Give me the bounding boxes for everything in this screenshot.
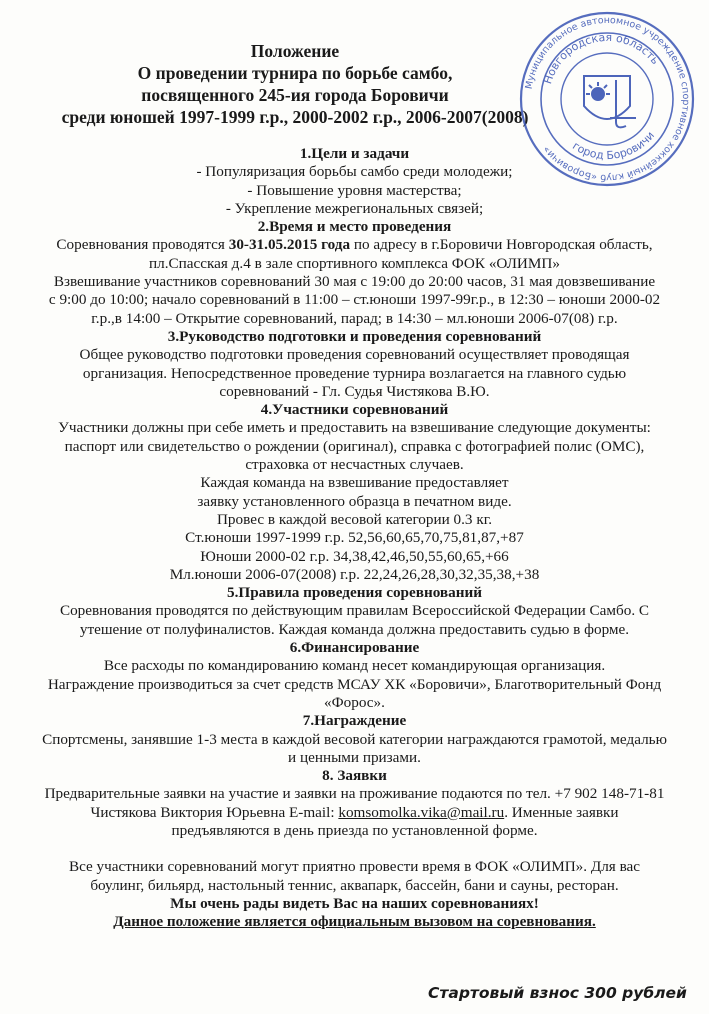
section-1-heading: 1.Цели и задачи: [299, 145, 410, 162]
s2-line-4: с 9:00 до 10:00; начало соревнований в 11:00 – ст.юноши 1997-99г.р., в 12:30 – юноши 2000-02: [48, 291, 661, 309]
document-title: [0, 40, 590, 128]
s6-line-3: «Форос».: [324, 693, 385, 711]
s2-line-2: пл.Спасская д.4 в зале спортивного комплекса ФОК «ОЛИМП»: [149, 254, 560, 272]
section-8-heading: 8. Заявки: [322, 767, 387, 785]
s1-line-2: - Повышение уровня мастерства;: [247, 181, 462, 199]
s4-line-9: Мл.юноши 2006-07(2008) г.р. 22,24,26,28,30,32,35,38,+38: [169, 565, 540, 583]
title-line-3: посвященного 245-ия города Боровичи: [141, 85, 449, 105]
stamp-bottom-text: город Боровичи: [570, 128, 658, 163]
s3-line-1: Общее руководство подготовки проведения соревнований осуществляет проводящая: [79, 346, 630, 364]
title-line-4: среди юношей 1997-1999 г.р., 2000-2002 г.р., 2006-2007(2008): [61, 107, 529, 127]
event-dates: 30-31.05.2015 года: [228, 236, 351, 254]
s7-line-1: Спортсмены, занявшие 1-3 места в каждой весовой категории награждаются грамотой, медалью: [42, 730, 667, 748]
s2-line-1c: по адресу в г.Боровичи Новгородская область,: [350, 236, 653, 254]
section-6-heading: 6.Финансирование: [289, 639, 420, 657]
s8-line-1: Предварительные заявки на участие и заявки на проживание подаются по тел. +7 902 148-71-81: [44, 785, 665, 803]
s1-line-1: - Популяризация борьбы самбо среди молодежи;: [196, 163, 513, 181]
s5-line-1: Соревнования проводятся по действующим правилам Всероссийской Федерации Самбо. С: [59, 602, 650, 620]
section-4-heading: 4.Участники соревнований: [260, 401, 449, 419]
email-link[interactable]: komsomolka.vika@mail.ru: [338, 803, 505, 821]
title-line-1: Положение: [250, 41, 340, 61]
s4-line-1: Участники должны при себе иметь и предоставить на взвешивание следующие документы:: [58, 419, 651, 437]
s7-line-2: и ценными призами.: [288, 748, 421, 766]
s2-line-1a: Соревнования проводятся: [56, 236, 229, 254]
s8-line-2a: Чистякова Виктория Юрьевна E-mail:: [90, 803, 339, 821]
s4-line-8: Юноши 2000-02 г.р. 34,38,42,46,50,55,60,65,+66: [200, 547, 509, 565]
entry-fee-note: Стартовый взнос 300 рублей: [428, 984, 687, 1002]
stamp-outer-text: Муниципальное автономное учреждение спортивное хоккейный клуб «Боровичи»: [523, 14, 692, 184]
section-7-heading: 7.Награждение: [302, 712, 407, 730]
stamp-top-text: Новгородская область: [541, 30, 662, 86]
s6-line-1: Все расходы по командированию команд несет командирующая организация.: [103, 657, 606, 675]
s2-line-1: [0, 236, 709, 254]
s6-line-2: Награждение производиться за счет средств МСАУ ХК «Боровичи», Благотворительный Фонд: [47, 675, 662, 693]
s4-line-2: паспорт или свидетельство о рождении (оригинал), справка с фотографией полис (ОМС),: [64, 437, 645, 455]
closing-line-4: Данное положение является официальным вызовом на соревнования.: [113, 913, 596, 931]
s4-line-7: Ст.юноши 1997-1999 г.р. 52,56,60,65,70,75,81,87,+87: [185, 529, 524, 547]
s4-line-5: заявку установленного образца в печатном виде.: [197, 492, 512, 510]
spacer: [0, 840, 709, 858]
closing-line-1: Все участники соревнований могут приятно провести время в ФОК «ОЛИМП». Для вас: [68, 858, 641, 876]
s2-line-5: г.р.,в 14:00 – Открытие соревнований, парад; в 14:30 – мл.юноши 2006-07(08) г.р.: [91, 309, 618, 327]
s8-line-3: предъявляются в день приезда по установленной форме.: [171, 821, 538, 839]
document-body: [0, 145, 709, 931]
s4-line-4: Каждая команда на взвешивание предоставляет: [200, 474, 509, 492]
section-5-heading: 5.Правила проведения соревнований: [227, 584, 482, 602]
s8-line-2b: . Именные заявки: [504, 803, 619, 821]
s3-line-2: организация. Непосредственное проведение турнира возлагается на главного судью: [82, 364, 627, 382]
s8-line-2: [0, 804, 709, 822]
section-3-heading: 3.Руководство подготовки и проведения соревнований: [167, 327, 542, 345]
s3-line-3: соревнований - Гл. Судья Чистякова В.Ю.: [219, 382, 490, 400]
s4-line-6: Провес в каждой весовой категории 0.3 кг.: [216, 510, 493, 528]
s5-line-2: утешение от полуфиналистов. Каждая команда должна предоставить судью в форме.: [79, 620, 630, 638]
s1-line-3: - Укрепление межрегиональных связей;: [225, 199, 484, 217]
city-coat-of-arms-icon: [584, 76, 636, 127]
s2-line-3: Взвешивание участников соревнований 30 мая с 19:00 до 20:00 часов, 31 мая довзвешивание: [53, 273, 656, 291]
closing-line-3: Мы очень рады видеть Вас на наших соревнованиях!: [170, 894, 539, 912]
title-line-2: О проведении турнира по борьбе самбо,: [137, 63, 453, 83]
s4-line-3: страховка от несчастных случаев.: [245, 456, 464, 474]
section-2-heading: 2.Время и место проведения: [257, 218, 452, 236]
closing-line-2: боулинг, бильярд, настольный теннис, аквапарк, бассейн, бани и сауны, ресторан.: [90, 876, 619, 894]
